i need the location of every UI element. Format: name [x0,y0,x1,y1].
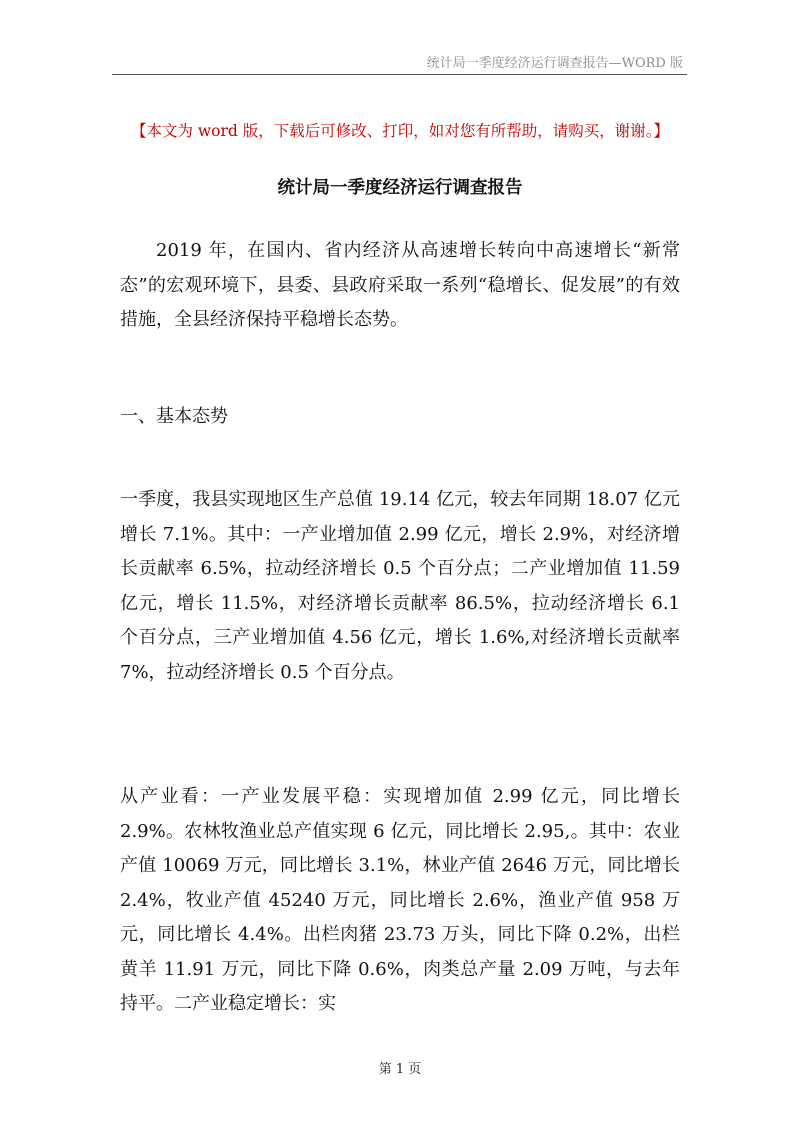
running-header: 统计局一季度经济运行调查报告—WORD 版 [426,56,683,71]
download-notice: 【本文为 word 版，下载后可修改、打印，如对您有所帮助，请购买，谢谢。】 [130,122,670,140]
industry-paragraph: 从产业看：一产业发展平稳：实现增加值 2.99 亿元，同比增长 2.9%。农林牧渔业总产值实现 6 亿元，同比增长 2.95,。其中：农业产值 10069 万元，同比增长 3.1%，林业产值 2646 万元，同比增长 2.4%，牧业产值 45240 万元，同比增长 2.6%，渔业产值 958 万元，同比增长 4.4%。出栏肉猪 23.73 万头，同比下降 0.2%，出栏黄羊 11.91 万元，同比下降 0.6%，肉类总产量 2.09 万吨，与去年持平。二产业稳定增长：实 [120,786,680,1014]
page-number: 第 1 页 [378,1062,422,1077]
section-heading-basic-trend: 一、基本态势 [120,406,228,427]
header-divider [112,74,687,75]
overview-paragraph: 一季度，我县实现地区生产总值 19.14 亿元，较去年同期 18.07 亿元增长 7.1%。其中：一产业增加值 2.99 亿元，增长 2.9%，对经济增长贡献率 6.5%，拉动经济增长 0.5 个百分点；二产业增加值 11.59 亿元，增长 11.5%，对经济增长贡献率 86.5%，拉动经济增长 6.1 个百分点，三产业增加值 4.56 亿元，增长 1.6%,对经济增长贡献率 7%，拉动经济增长 0.5 个百分点。 [120,489,680,683]
intro-paragraph: 2019 年，在国内、省内经济从高速增长转向中高速增长“新常态”的宏观环境下，县委、县政府采取一系列“稳增长、促发展”的有效措施，全县经济保持平稳增长态势。 [120,240,680,330]
document-title: 统计局一季度经济运行调查报告 [277,178,523,198]
